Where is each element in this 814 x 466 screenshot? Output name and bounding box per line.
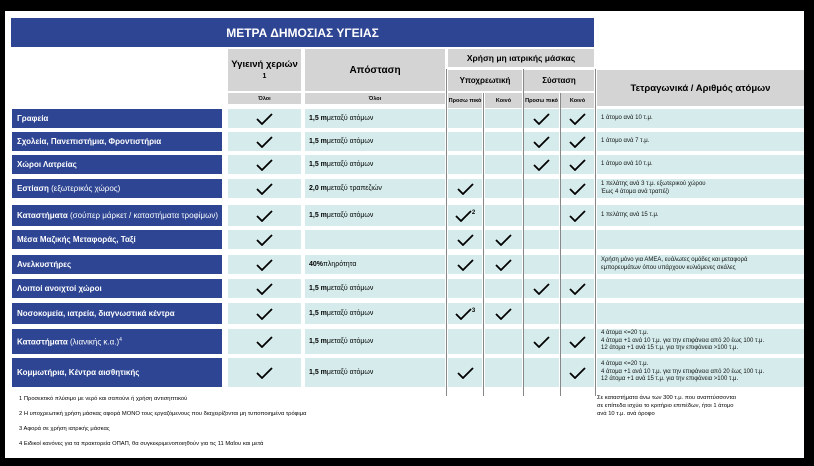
row-label-text xyxy=(17,309,175,318)
side-note xyxy=(597,394,802,418)
mand-staff-cell xyxy=(448,329,482,354)
rec-public-cell xyxy=(561,255,594,274)
rec-public-cell xyxy=(561,155,594,174)
area-line: 4 άτομα +1 ανά 10 τ.μ. για την επιφάνεια από 20 έως 100 τ.μ. xyxy=(601,337,765,344)
area-line: Χρήση μόνο για ΑΜΕΑ, ευάλωτες ομάδες και μεταφορά xyxy=(601,257,748,263)
row-label-note: (λιανικής κ.α.) xyxy=(67,337,120,347)
distance-cell xyxy=(305,358,445,387)
area-cell xyxy=(597,255,804,274)
hygiene-cell xyxy=(228,109,301,128)
area-text xyxy=(601,361,764,384)
row-label xyxy=(12,230,222,249)
mand-staff-cell xyxy=(448,205,482,226)
distance-value: 1,5 m xyxy=(309,115,327,122)
area-text xyxy=(601,257,748,272)
checkmark-icon xyxy=(457,183,474,195)
checkmark-icon xyxy=(256,113,273,125)
side-note-line: ανά 10 τ.μ. ανά όροφο xyxy=(597,411,655,417)
area-cell xyxy=(597,303,804,324)
distance-unit: μεταξύ ατόμων xyxy=(326,138,374,145)
rec-public-cell xyxy=(561,358,594,387)
distance-cell xyxy=(305,109,445,128)
mand-public-cell xyxy=(485,255,522,274)
row-label xyxy=(12,358,222,387)
area-cell xyxy=(597,329,804,354)
footnote-4: 4 Ειδικοί κανόνες για τα πρακτορεία ΟΠΑΠ, θα συγκεκριμενοποιηθούν για τις 11 Μαΐου και μετά xyxy=(19,441,264,447)
row-label-text xyxy=(17,137,161,146)
rec-staff-cell xyxy=(524,179,559,198)
distance-unit: μεταξύ ατόμων xyxy=(326,310,374,317)
area-line: 4 άτομα +1 ανά 10 τ.μ. για την επιφάνεια από 20 έως 100 τ.μ. xyxy=(601,368,765,375)
distance-unit: μεταξύ ατόμων xyxy=(326,285,374,292)
header-mask: Χρήση μη ιατρικής μάσκας xyxy=(448,49,594,67)
row-label-text xyxy=(17,336,122,347)
area-line: 1 πελάτης ανά 15 τ.μ. xyxy=(601,211,659,218)
checkmark-icon xyxy=(569,136,586,148)
rec-public-cell xyxy=(561,279,594,298)
distance-cell xyxy=(305,329,445,354)
row-label-main: Λοιποί ανοιχτοί χώροι xyxy=(17,284,102,293)
column-divider xyxy=(523,69,524,396)
checkmark-icon xyxy=(533,159,550,171)
checkmark-icon xyxy=(455,210,472,222)
column-divider xyxy=(595,69,596,396)
distance-cell xyxy=(305,279,445,298)
area-text xyxy=(601,330,764,353)
subheader-rec-staff: Προσω πικό xyxy=(524,93,559,108)
row-label-main: Εστίαση xyxy=(17,184,49,193)
checkmark-icon xyxy=(256,136,273,148)
footnote-2: 2 Η υποχρεωτική χρήση μάσκας αφορά ΜΟΝΟ τους εργαζόμενους που διαχειρίζονται μη τυποποιημένα τρόφιμα xyxy=(19,411,307,417)
distance-cell xyxy=(305,132,445,151)
footnote-3: 3 Αφορά σε χρήση ιατρικής μάσκας xyxy=(19,426,110,432)
distance-value: 1,5 m xyxy=(309,138,327,145)
hygiene-cell xyxy=(228,205,301,226)
hygiene-cell xyxy=(228,358,301,387)
distance-cell xyxy=(305,230,445,249)
hygiene-cell xyxy=(228,329,301,354)
checkmark-icon xyxy=(457,259,474,271)
mand-public-cell xyxy=(485,109,522,128)
rec-public-cell xyxy=(561,205,594,226)
rec-staff-cell xyxy=(524,358,559,387)
area-cell xyxy=(597,279,804,298)
row-label xyxy=(12,255,222,274)
rec-staff-cell xyxy=(524,155,559,174)
distance-unit: μεταξύ ατόμων xyxy=(326,115,374,122)
page-title: ΜΕΤΡΑ ΔΗΜΟΣΙΑΣ ΥΓΕΙΑΣ xyxy=(11,18,594,47)
header-hygiene-label: Υγιεινή χεριών xyxy=(231,58,298,70)
mand-staff-cell xyxy=(448,230,482,249)
area-text xyxy=(601,212,659,220)
area-cell xyxy=(597,230,804,249)
rec-staff-cell xyxy=(524,329,559,354)
area-line: 4 άτομα <=20 τ.μ. xyxy=(601,361,649,368)
column-divider xyxy=(560,93,561,396)
row-label-main: Κομμωτήρια, Κέντρα αισθητικής xyxy=(17,368,140,377)
mand-staff-cell xyxy=(448,279,482,298)
row-label-main: Χώροι Λατρείας xyxy=(17,160,77,169)
distance-unit: μεταξύ ατόμων xyxy=(326,161,374,168)
checkmark-icon xyxy=(533,113,550,125)
row-label-main: Καταστήματα xyxy=(17,211,68,220)
hygiene-cell xyxy=(228,132,301,151)
hygiene-cell xyxy=(228,255,301,274)
column-divider xyxy=(446,69,447,396)
hygiene-cell xyxy=(228,303,301,324)
distance-cell xyxy=(305,205,445,226)
row-label xyxy=(12,329,222,354)
rec-public-cell xyxy=(561,303,594,324)
checkmark-icon xyxy=(256,234,273,246)
area-text xyxy=(601,181,706,196)
checkmark-icon xyxy=(569,113,586,125)
mand-public-cell xyxy=(485,132,522,151)
checkmark-icon xyxy=(569,367,586,379)
area-cell xyxy=(597,179,804,198)
subheader-all-distance: Όλοι xyxy=(305,93,445,104)
checkmark-icon xyxy=(533,336,550,348)
subheader-mand-public: Κοινό xyxy=(485,93,522,108)
side-note-line: Σε καταστήματα άνω των 300 τ.μ. που αναπτύσσονται xyxy=(597,395,736,401)
hygiene-cell xyxy=(228,179,301,198)
area-cell xyxy=(597,358,804,387)
header-mandatory: Υποχρεωτική xyxy=(448,70,522,91)
row-label-text xyxy=(17,284,102,293)
checkmark-icon xyxy=(256,336,273,348)
checkmark-icon xyxy=(495,308,512,320)
row-label xyxy=(12,132,222,151)
checkmark-icon xyxy=(256,367,273,379)
rec-public-cell xyxy=(561,179,594,198)
mand-public-cell xyxy=(485,303,522,324)
header-distance: Απόσταση xyxy=(305,49,445,91)
area-line: 1 άτομο ανά 10 τ.μ. xyxy=(601,160,653,167)
checkmark-icon xyxy=(256,210,273,222)
row-label xyxy=(12,109,222,128)
header-recommended: Σύσταση xyxy=(524,70,594,91)
area-text xyxy=(601,161,653,169)
checkmark-sup: 2 xyxy=(471,209,476,216)
mand-public-cell xyxy=(485,205,522,226)
area-line: 1 άτομο ανά 7 τ.μ. xyxy=(601,137,650,144)
mand-staff-cell xyxy=(448,255,482,274)
mand-public-cell xyxy=(485,155,522,174)
distance-unit: μεταξύ ατόμων xyxy=(326,212,374,219)
area-cell xyxy=(597,155,804,174)
area-cell xyxy=(597,132,804,151)
row-label xyxy=(12,279,222,298)
row-label xyxy=(12,155,222,174)
checkmark-icon xyxy=(495,259,512,271)
checkmark-sup: 3 xyxy=(471,307,476,314)
distance-value: 1,5 m xyxy=(309,338,327,345)
distance-unit: μεταξύ τραπεζιών xyxy=(326,185,382,192)
area-line: 1 άτομο ανά 10 τ.μ. xyxy=(601,114,653,121)
rec-staff-cell xyxy=(524,255,559,274)
distance-value: 1,5 m xyxy=(309,310,327,317)
distance-cell xyxy=(305,255,445,274)
rec-staff-cell xyxy=(524,205,559,226)
row-label-note: (σούπερ μάρκετ / καταστήματα τροφίμων) xyxy=(67,211,219,220)
mand-staff-cell xyxy=(448,155,482,174)
row-label-text xyxy=(17,368,139,377)
rec-public-cell xyxy=(561,109,594,128)
checkmark-icon xyxy=(455,308,472,320)
checkmark-icon xyxy=(457,234,474,246)
checkmark-icon xyxy=(256,308,273,320)
checkmark-icon xyxy=(533,283,550,295)
footnote-1: 1 Προσεκτικό πλύσιμο με νερό και σαπούνι ή χρήση αντισηπτικού xyxy=(19,396,188,402)
area-line: 1 πελάτης ανά 3 τ.μ. εξωτερικού χώρου xyxy=(601,181,706,187)
rec-public-cell xyxy=(561,329,594,354)
checkmark-icon xyxy=(256,283,273,295)
distance-cell xyxy=(305,179,445,198)
checkmark-icon xyxy=(533,136,550,148)
area-cell xyxy=(597,109,804,128)
row-label-text xyxy=(17,184,120,193)
checkmark-icon xyxy=(457,367,474,379)
checkmark-icon xyxy=(569,159,586,171)
slide xyxy=(5,11,804,458)
mand-public-cell xyxy=(485,358,522,387)
mand-public-cell xyxy=(485,279,522,298)
row-label-main: Νοσοκομεία, ιατρεία, διαγνωστικά κέντρα xyxy=(17,309,175,318)
subheader-mand-staff: Προσω πικό xyxy=(448,93,482,108)
header-hygiene-sup: 1 xyxy=(262,72,267,80)
mand-public-cell xyxy=(485,179,522,198)
distance-value: 1,5 m xyxy=(309,369,327,376)
rec-staff-cell xyxy=(524,132,559,151)
row-label-main: Γραφεία xyxy=(17,114,49,123)
distance-unit: μεταξύ ατόμων xyxy=(326,338,374,345)
row-label-text xyxy=(17,260,71,269)
rec-staff-cell xyxy=(524,303,559,324)
distance-cell xyxy=(305,303,445,324)
checkmark-icon xyxy=(256,183,273,195)
subheader-rec-public: Κοινό xyxy=(561,93,594,108)
distance-cell xyxy=(305,155,445,174)
row-label-note: (εξωτερικός χώρος) xyxy=(48,184,121,193)
header-area: Τετραγωνικά / Αριθμός ατόμων xyxy=(597,70,804,106)
area-line: 4 άτομα <=20 τ.μ. xyxy=(601,330,649,337)
mand-staff-cell xyxy=(448,132,482,151)
rec-public-cell xyxy=(561,132,594,151)
mand-staff-cell xyxy=(448,303,482,324)
side-note-line: σε επίπεδα ισχύει το κριτήριο επιπέδων, ήτοι 1 άτομο xyxy=(597,403,734,409)
checkmark-icon xyxy=(495,234,512,246)
mand-staff-cell xyxy=(448,179,482,198)
distance-value: 2,0 m xyxy=(309,185,327,192)
row-label-text xyxy=(17,235,136,244)
row-label-text xyxy=(17,160,77,169)
area-line: 12 άτομα +1 ανά 15 τ.μ. για την επιφάνεια >100 τ.μ. xyxy=(601,345,739,352)
row-label-main: Ανελκυστήρες xyxy=(17,260,72,269)
checkmark-icon xyxy=(256,259,273,271)
rec-public-cell xyxy=(561,230,594,249)
area-text xyxy=(601,138,649,146)
column-divider xyxy=(483,93,484,396)
checkmark-icon xyxy=(256,159,273,171)
area-line: εμπορευμάτων όπου υπάρχουν κυλιόμενες σκάλες xyxy=(601,264,736,271)
hygiene-cell xyxy=(228,230,301,249)
rec-staff-cell xyxy=(524,109,559,128)
row-label xyxy=(12,205,222,226)
row-label xyxy=(12,303,222,324)
row-label-sup: 4 xyxy=(119,337,122,344)
row-label-text xyxy=(17,114,48,123)
area-cell xyxy=(597,205,804,226)
distance-unit: πληρότητα xyxy=(323,261,357,268)
rec-staff-cell xyxy=(524,230,559,249)
distance-value: 1,5 m xyxy=(309,285,327,292)
mand-staff-cell xyxy=(448,358,482,387)
checkmark-icon xyxy=(569,183,586,195)
mand-staff-cell xyxy=(448,109,482,128)
row-label xyxy=(12,179,222,198)
area-line: 12 άτομα +1 ανά 15 τ.μ. για την επιφάνεια >100 τ.μ. xyxy=(601,376,739,383)
mand-public-cell xyxy=(485,329,522,354)
rec-staff-cell xyxy=(524,279,559,298)
checkmark-icon xyxy=(569,336,586,348)
area-text xyxy=(601,115,653,123)
area-line: Έως 4 άτομα ανά τραπέζι xyxy=(601,188,670,195)
distance-value: 1,5 m xyxy=(309,212,327,219)
checkmark-icon xyxy=(569,283,586,295)
hygiene-cell xyxy=(228,155,301,174)
checkmark-icon xyxy=(569,210,586,222)
distance-unit: μεταξύ ατόμων xyxy=(326,369,374,376)
row-label-text xyxy=(17,211,218,220)
row-label-main: Μέσα Μαζικής Μεταφοράς, Ταξί xyxy=(17,235,136,244)
distance-value: 40% xyxy=(309,261,324,268)
row-label-main: Καταστήματα xyxy=(17,337,68,347)
distance-value: 1,5 m xyxy=(309,161,327,168)
subheader-all: Όλοι xyxy=(228,93,301,104)
mand-public-cell xyxy=(485,230,522,249)
hygiene-cell xyxy=(228,279,301,298)
row-label-main: Σχολεία, Πανεπιστήμια, Φροντιστήρια xyxy=(17,137,162,146)
header-hygiene xyxy=(228,49,301,91)
